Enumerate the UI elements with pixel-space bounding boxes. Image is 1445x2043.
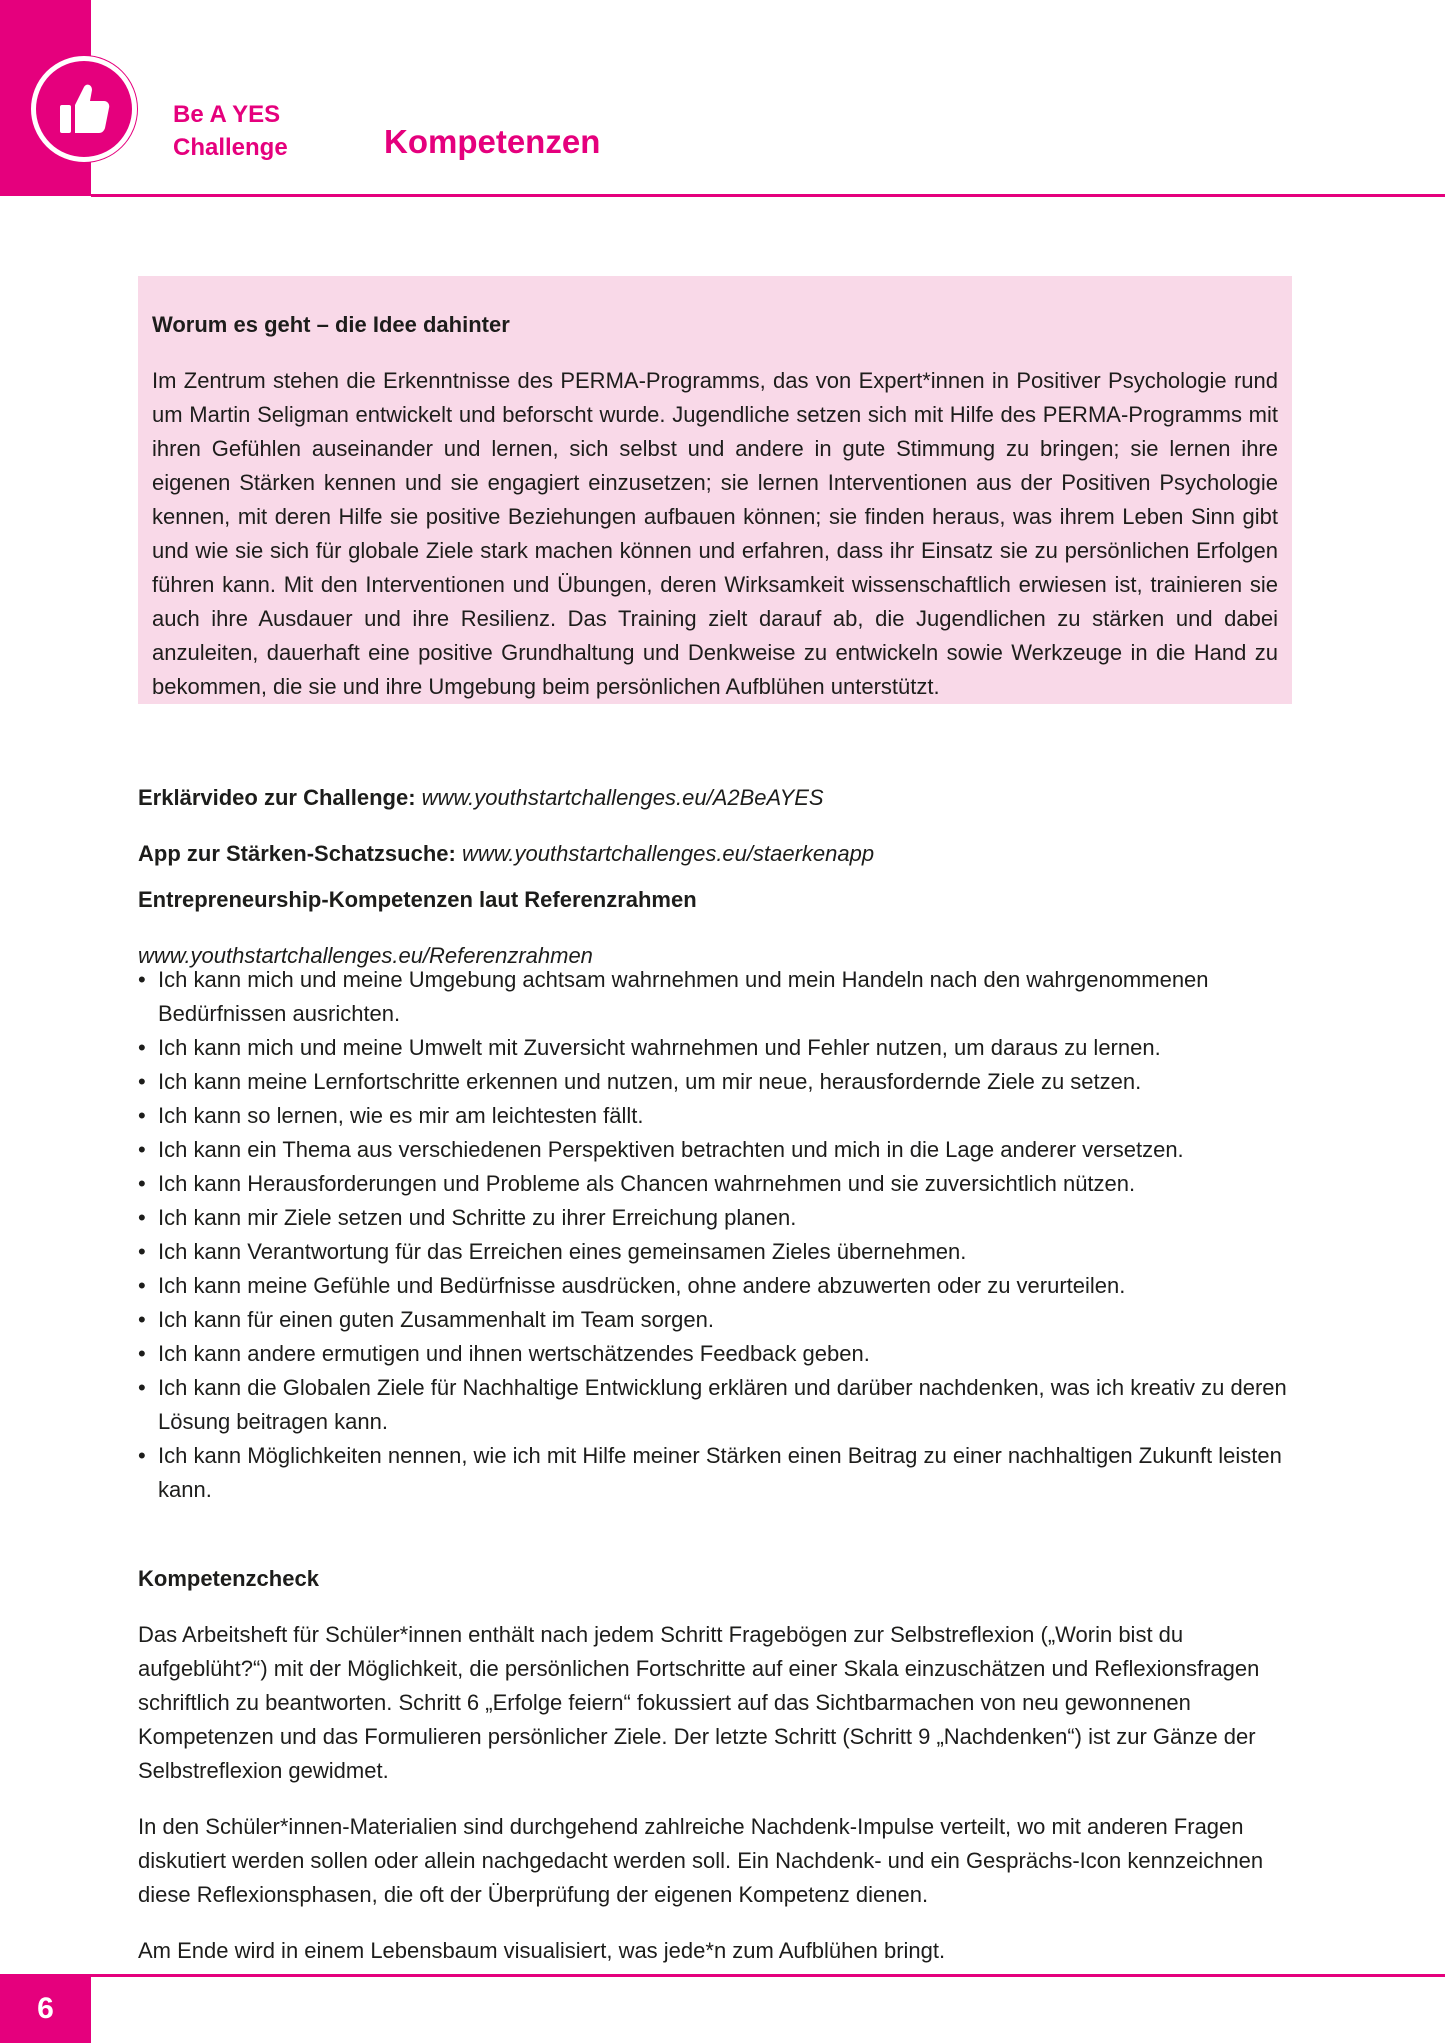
check-paragraph-2: In den Schüler*innen-Materialien sind durchgehend zahlreiche Nachdenk-Impulse verteilt, wo mit anderen Fragen diskutiert werden sollen oder allein nachgedacht werden soll. Ein Nachdenk- und ein Gesprächs-Icon kennzeichnen diese Reflexionsphasen, die oft der Überprüfung der eigenen Kompetenz dienen. — [138, 1814, 1264, 1907]
list-item: • Ich kann Möglichkeiten nennen, wie ich mit Hilfe meiner Stärken einen Beitrag zu einer nachhaltigen Zukunft leisten kann. — [138, 1439, 1298, 1507]
competency-section — [138, 963, 1298, 1507]
app-label: App zur Stärken-Schatzsuche: — [138, 841, 456, 866]
footer-rule — [91, 1974, 1445, 1977]
list-item: • Ich kann meine Gefühle und Bedürfnisse ausdrücken, ohne andere abzuwerten oder zu verurteilen. — [138, 1269, 1298, 1303]
check-section — [138, 1540, 1298, 1990]
competency-list — [138, 963, 1298, 1507]
list-item: • Ich kann die Globalen Ziele für Nachhaltige Entwicklung erklären und darüber nachdenken, was ich kreativ zu deren Lösung beitragen kann. — [138, 1371, 1298, 1439]
intro-text: Im Zentrum stehen die Erkenntnisse des PERMA-Programms, das von Expert*innen in Positiver Psychologie rund um Martin Seligman entwickelt und beforscht wurde. Jugendliche setzen sich mit Hilfe des PERMA-Programms mit ihren Gefühlen auseinander und lernen, sich selbst und andere in gute Stimmung zu bringen; sie lernen ihre eigenen Stärken kennen und sie engagiert einzusetzen; sie lernen Interventionen aus der Positiven Psychologie kennen, mit deren Hilfe sie positive Beziehungen aufbauen können; sie finden heraus, was ihrem Leben Sinn gibt und wie sie sich für globale Ziele stark machen können und erfahren, dass ihr Einsatz sie zu persönlichen Erfolgen führen kann. Mit den Interventionen und Übungen, deren Wirksamkeit wissenschaftlich erwiesen ist, trainieren sie auch ihre Ausdauer und ihre Resilienz. Das Training zielt darauf ab, die Jugendlichen zu stärken und dabei anzuleiten, dauerhaft eine positive Grundhaltung und Denkweise zu entwickeln sowie Werkzeuge in die Hand zu bekommen, die sie und ihre Umgebung beim persönlichen Aufblühen unterstützt. — [152, 368, 1278, 699]
challenge-logo — [31, 56, 137, 162]
list-item: • Ich kann ein Thema aus verschiedenen Perspektiven betrachten und mich in die Lage anderer versetzen. — [138, 1133, 1298, 1167]
brand-name — [173, 98, 288, 164]
intro-title: Worum es geht – die Idee dahinter — [152, 312, 510, 337]
list-item: • Ich kann meine Lernfortschritte erkennen und nutzen, um mir neue, herausfordernde Ziele zu setzen. — [138, 1065, 1298, 1099]
header-rule — [91, 194, 1445, 197]
list-item: • Ich kann mir Ziele setzen und Schritte zu ihrer Erreichung planen. — [138, 1201, 1298, 1235]
video-link-line — [138, 781, 1298, 815]
check-paragraph-3: Am Ende wird in einem Lebensbaum visualisiert, was jede*n zum Aufblühen bringt. — [138, 1938, 946, 1963]
brand-line-1: Be A YES — [173, 101, 281, 128]
list-item: • Ich kann andere ermutigen und ihnen wertschätzendes Feedback geben. — [138, 1337, 1298, 1371]
list-item: • Ich kann für einen guten Zusammenhalt im Team sorgen. — [138, 1303, 1298, 1337]
framework-title: Entrepreneurship-Kompetenzen laut Referenzrahmen — [138, 887, 697, 912]
list-item: • Ich kann mich und meine Umwelt mit Zuversicht wahrnehmen und Fehler nutzen, um daraus zu lernen. — [138, 1031, 1298, 1065]
brand-line-2: Challenge — [173, 134, 288, 161]
check-paragraph-1: Das Arbeitsheft für Schüler*innen enthält nach jedem Schritt Fragebögen zur Selbstreflexion („Worin bist du aufgeblüht?“) mit der Möglichkeit, die persönlichen Fortschritte auf einer Skala einzuschätzen und Reflexionsfragen schriftlich zu beantworten. Schritt 6 „Erfolge feiern“ fokussiert auf das Sichtbarmachen von neu gewonnenen Kompetenzen und das Formulieren persönlicher Ziele. Der letzte Schritt (Schritt 9 „Nachdenken“) ist zur Gänze der Selbstreflexion gewidmet. — [138, 1622, 1260, 1783]
list-item: • Ich kann mich und meine Umgebung achtsam wahrnehmen und mein Handeln nach den wahrgenommenen Bedürfnissen ausrichten. — [138, 963, 1298, 1031]
page-title: Kompetenzen — [384, 123, 601, 160]
intro-box — [138, 276, 1292, 704]
video-label: Erklärvideo zur Challenge: — [138, 785, 416, 810]
framework-url-link[interactable]: www.youthstartchallenges.eu/Referenzrahmen — [138, 943, 593, 968]
video-url-link[interactable]: www.youthstartchallenges.eu/A2BeAYES — [421, 785, 824, 810]
list-item: • Ich kann Verantwortung für das Erreichen eines gemeinsamen Zieles übernehmen. — [138, 1235, 1298, 1269]
list-item: • Ich kann so lernen, wie es mir am leichtesten fällt. — [138, 1099, 1298, 1133]
check-title: Kompetenzcheck — [138, 1566, 319, 1591]
app-url-link[interactable]: www.youthstartchallenges.eu/staerkenapp — [461, 841, 875, 866]
list-item: • Ich kann Herausforderungen und Probleme als Chancen wahrnehmen und sie zuversichtlich nützen. — [138, 1167, 1298, 1201]
thumbs-up-icon — [54, 79, 114, 139]
page-number: 6 — [0, 1974, 91, 2043]
